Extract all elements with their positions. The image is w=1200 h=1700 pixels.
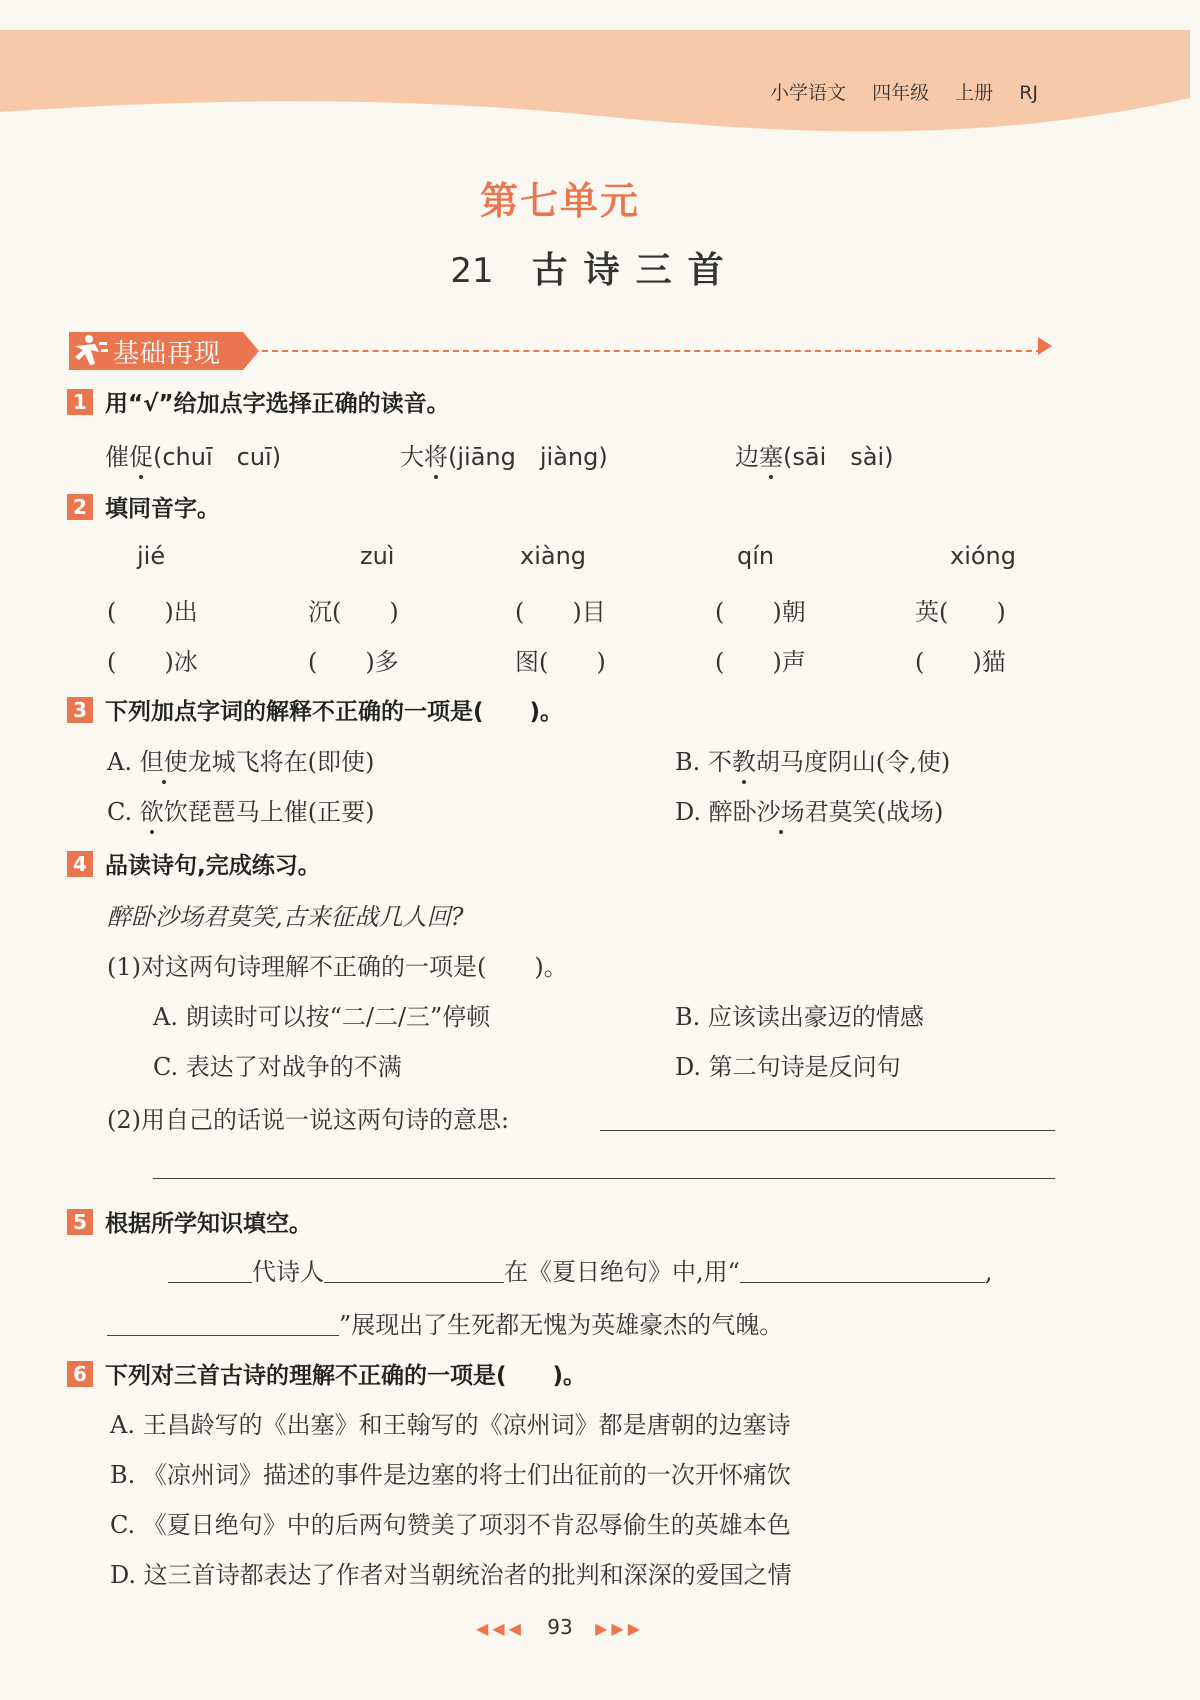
question-prompt: 品读诗句,完成练习。 (105, 853, 321, 879)
question-3-header (67, 693, 563, 726)
q5-line-2 (107, 1305, 783, 1340)
question-5-header (67, 1205, 312, 1238)
lesson-title (0, 242, 1190, 293)
q5-text: , (984, 1258, 993, 1286)
question-prompt: 下列对三首古诗的理解不正确的一项是( )。 (105, 1363, 587, 1389)
q6-option-d[interactable]: D. 这三首诗都表达了作者对当朝统治者的批判和深深的爱国之情 (110, 1561, 792, 1589)
q2-pinyin-1: jié (137, 542, 166, 570)
q2-blank[interactable]: ( )目 (515, 598, 606, 626)
dotted-text: 教 (732, 742, 756, 777)
q6-option-a[interactable]: A. 王昌龄写的《出塞》和王翰写的《凉州词》都是唐朝的边塞诗 (110, 1411, 791, 1439)
option-text: 醉卧 (708, 798, 757, 826)
subject-label: 小学语文 (770, 82, 847, 104)
option-letter: C. (107, 798, 133, 826)
q3-option-d[interactable] (675, 792, 943, 827)
q3-option-a[interactable] (107, 742, 374, 777)
option-text: 胡马度阴山(令,使) (755, 748, 951, 776)
q2-blank[interactable]: ( )出 (107, 598, 198, 626)
arrows-left-icon: ◀◀◀ (475, 1619, 525, 1638)
grade-label: 四年级 (872, 82, 930, 104)
q1-dotted-char: 塞 (759, 437, 783, 472)
option-text: 君莫笑(战场) (804, 798, 944, 826)
q1-item-char: 催 (105, 443, 129, 471)
unit-title: 第七单元 (479, 179, 640, 223)
question-prompt: 根据所学知识填空。 (105, 1211, 312, 1237)
q2-pinyin-3: xiàng (520, 542, 587, 570)
book-info (770, 78, 1058, 105)
question-4-header (67, 847, 321, 880)
question-prompt: 用“√”给加点字选择正确的读音。 (105, 391, 450, 417)
q2-blank[interactable]: ( )朝 (715, 598, 806, 626)
q1-dotted-char: 促 (129, 437, 153, 472)
q5-line-1 (168, 1252, 993, 1287)
q4-option-d[interactable]: D. 第二句诗是反问句 (675, 1053, 901, 1081)
question-prompt: 下列加点字词的解释不正确的一项是( )。 (105, 699, 564, 725)
option-letter: B. (675, 748, 701, 776)
q4-sub1-prompt: (1)对这两句诗理解不正确的一项是( )。 (107, 953, 568, 981)
option-dotted-text (140, 748, 188, 776)
q2-pinyin-2: zuì (360, 542, 395, 570)
q2-pinyin-4: qín (737, 542, 775, 570)
question-number: 4 (67, 851, 93, 877)
question-number: 2 (67, 494, 93, 520)
q4-sub2-prompt: (2)用自己的话说一说这两句诗的意思: (107, 1106, 510, 1134)
header-band (0, 0, 1200, 150)
q1-item-char: 边 (735, 443, 759, 471)
volume-label: 上册 (955, 82, 994, 104)
q1-pinyin-options: (chuī cuī) (153, 443, 282, 471)
q6-option-b[interactable]: B. 《凉州词》描述的事件是边塞的将士们出征前的一次开怀痛饮 (110, 1461, 791, 1489)
q5-blank-line1[interactable] (740, 1258, 985, 1283)
q5-text: ”展现出了生死都无愧为英雄豪杰的气魄。 (339, 1311, 784, 1339)
q2-blank[interactable]: 图( ) (515, 648, 606, 676)
question-prompt: 填同音字。 (105, 496, 220, 522)
option-letter: A. (107, 748, 132, 776)
q4-answer-line[interactable] (153, 1152, 1055, 1179)
q1-item-3 (735, 437, 893, 472)
dotted-text: 欲 (140, 792, 164, 827)
q2-blank[interactable]: ( )多 (308, 648, 399, 676)
q2-blank[interactable]: ( )猫 (915, 648, 1006, 676)
edition-label: RJ (1019, 82, 1038, 104)
section-banner (65, 330, 261, 372)
arrows-right-icon: ▶▶▶ (595, 1619, 644, 1638)
q4-option-a[interactable]: A. 朗读时可以按“二/二/三”停顿 (153, 1003, 491, 1031)
q5-blank-line2[interactable] (107, 1311, 339, 1336)
q6-option-c[interactable]: C. 《夏日绝句》中的后两句赞美了项羽不肯忍辱偷生的英雄本色 (110, 1511, 791, 1539)
question-6-header (67, 1357, 586, 1390)
q2-blank[interactable]: ( )声 (715, 648, 806, 676)
q5-blank-poet[interactable] (324, 1258, 504, 1283)
q2-blank[interactable]: 沉( ) (308, 598, 399, 626)
page-number: 93 (547, 1615, 573, 1639)
q5-text: 在《夏日绝句》中,用“ (504, 1258, 740, 1286)
q2-blank[interactable]: 英( ) (915, 598, 1006, 626)
q1-item-1 (105, 437, 281, 472)
q1-dotted-char: 将 (424, 437, 448, 472)
q1-pinyin-options: (sāi sài) (783, 443, 894, 471)
q4-answer-line[interactable] (600, 1106, 1055, 1131)
q1-item-2 (400, 437, 608, 472)
question-1-header (67, 385, 450, 418)
section-divider (262, 350, 1042, 352)
arrow-right-icon (1038, 337, 1052, 355)
option-text: 不 (707, 748, 732, 776)
question-2-header (67, 490, 220, 523)
q5-blank-dynasty[interactable] (168, 1258, 252, 1283)
q4-option-c[interactable]: C. 表达了对战争的不满 (153, 1053, 402, 1081)
question-number: 3 (67, 697, 93, 723)
q3-option-c[interactable] (107, 792, 375, 827)
option-letter: D. (675, 798, 702, 826)
question-number: 1 (67, 389, 93, 415)
q4-poem-lines: 醉卧沙场君莫笑,古来征战几人回? (107, 903, 464, 931)
dotted-text: 沙场 (757, 792, 805, 827)
dotted-text: 但使 (140, 742, 188, 777)
question-number: 5 (67, 1209, 93, 1235)
option-text: 饮琵琶马上催(正要) (163, 798, 375, 826)
section-label: 基础再现 (113, 339, 222, 369)
option-text: 龙城飞将在(即使) (187, 748, 375, 776)
question-number: 6 (67, 1361, 93, 1387)
q2-blank[interactable]: ( )冰 (107, 648, 198, 676)
q3-option-b[interactable] (675, 742, 950, 777)
lesson-name: 古诗三首 (531, 250, 740, 291)
q1-pinyin-options: (jiāng jiàng) (448, 443, 608, 471)
q4-option-b[interactable]: B. 应该读出豪迈的情感 (675, 1003, 924, 1031)
q1-item-char: 大 (400, 443, 424, 471)
q5-text: 代诗人 (252, 1258, 324, 1286)
lesson-number: 21 (450, 251, 494, 291)
page-number-bar (0, 1615, 1120, 1639)
q2-pinyin-5: xióng (950, 542, 1016, 570)
